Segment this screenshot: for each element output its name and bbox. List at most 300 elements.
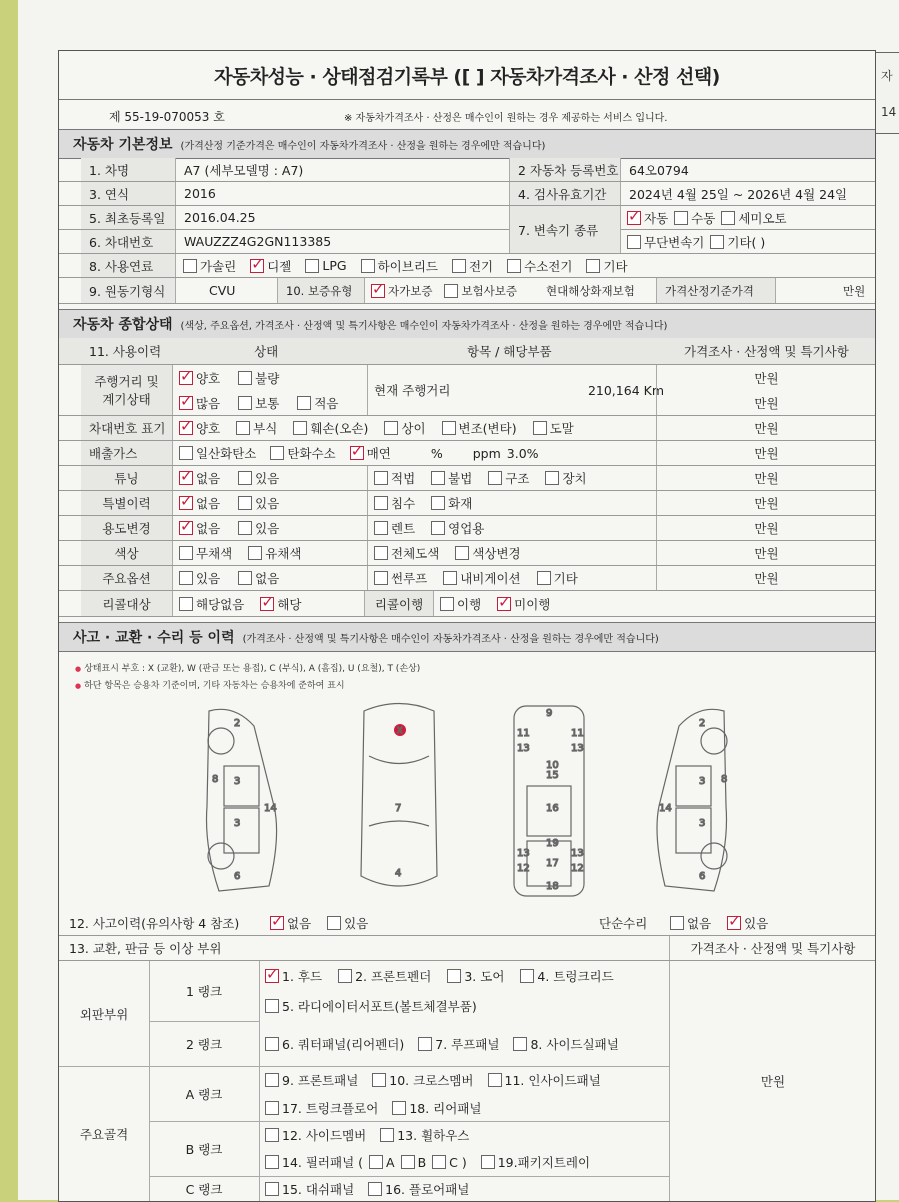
- radiator-support-label: 5. 라디에이터서포트(볼트체결부품): [282, 999, 477, 1014]
- fuel-hydrogen-label: 수소전기: [524, 258, 573, 274]
- warranty-company: 현대해상화재보험: [546, 283, 635, 298]
- options-none-label: 없음: [255, 571, 280, 586]
- row-special: [59, 491, 875, 516]
- trunk-lid-label: 4. 트렁크리드: [537, 969, 614, 984]
- rent-checkbox[interactable]: [374, 521, 388, 535]
- row-options: [59, 566, 875, 591]
- flood-label: 침수: [391, 496, 416, 511]
- door-label: 3. 도어: [464, 969, 505, 984]
- side-sill-label: 8. 사이드실패널: [530, 1036, 619, 1052]
- legend-line1: ● 상태표시 부호 : X (교환), W (판금 또는 용접), C (부식), A (흠집), U (요철), T (손상): [75, 661, 420, 674]
- ppm-unit: ppm: [472, 445, 501, 461]
- front-fender-label: 2. 프론트펜더: [355, 969, 432, 984]
- row-fuel: [59, 254, 875, 278]
- radiator-support-checkbox[interactable]: [265, 999, 279, 1013]
- exchange-label: 13. 교환, 판금 등 이상 부위: [69, 941, 222, 956]
- svg-text:13: 13: [517, 848, 530, 859]
- rankC-label: C 랭크: [149, 1176, 260, 1201]
- special-none-checkbox[interactable]: [179, 496, 193, 510]
- price-base-label: 가격산정기준가격: [656, 278, 776, 303]
- usage-none-label: 없음: [196, 521, 221, 536]
- rank1-label: 1 랭크: [149, 961, 260, 1022]
- won-unit: 만원: [754, 421, 779, 436]
- svg-text:3: 3: [699, 776, 706, 787]
- pillar-c-label: C ): [449, 1154, 467, 1170]
- trans-manual-checkbox[interactable]: [674, 211, 688, 225]
- car-name-label: 1. 차명: [81, 158, 176, 181]
- fuel-gasoline-checkbox[interactable]: [183, 259, 197, 273]
- svg-text:10: 10: [546, 760, 559, 771]
- mileage-value: 210,164 Km: [587, 382, 664, 398]
- side-sill-checkbox[interactable]: [513, 1037, 527, 1051]
- vin-altered-checkbox[interactable]: [442, 421, 456, 435]
- rank1-parts-row1: [259, 961, 614, 991]
- fuel-gasoline-label: 가솔린: [200, 258, 237, 274]
- cross-member-checkbox[interactable]: [372, 1073, 386, 1087]
- outer-panel-label: 외판부위: [59, 961, 150, 1067]
- row-first-reg: [59, 206, 875, 238]
- svg-text:11: 11: [571, 728, 584, 739]
- fuel-diesel-label: 디젤: [267, 258, 292, 274]
- vin-corrosion-checkbox[interactable]: [236, 421, 250, 435]
- rear-panel-checkbox[interactable]: [392, 1101, 406, 1115]
- options-price: [656, 566, 876, 590]
- rankA-parts-row1: [259, 1066, 601, 1094]
- trans-manual-label: 수동: [691, 210, 716, 226]
- trunk-lid-checkbox[interactable]: [520, 969, 534, 983]
- pillar-panel-checkbox[interactable]: [265, 1155, 279, 1169]
- status-header: [59, 309, 875, 339]
- recall-done-label: 리콜이행: [364, 591, 434, 616]
- next-page-number: 14: [881, 105, 897, 119]
- achromatic-checkbox[interactable]: [179, 546, 193, 560]
- svg-text:6: 6: [699, 871, 706, 882]
- svg-text:7: 7: [395, 803, 402, 814]
- vin-damage-checkbox[interactable]: [293, 421, 307, 435]
- smoke-checkbox[interactable]: [350, 446, 364, 460]
- rankA-parts-row2: [259, 1094, 669, 1122]
- mileage-normal-label: 보통: [255, 395, 280, 411]
- repair-none-label: 없음: [687, 916, 712, 931]
- vin-good-label: 양호: [196, 421, 221, 436]
- meter-bad-checkbox[interactable]: [238, 371, 252, 385]
- recall-applicable-label: 해당: [277, 596, 302, 612]
- usage-none-checkbox[interactable]: [179, 521, 193, 535]
- col-items: 항목 / 해당부품: [467, 344, 552, 359]
- usage-exists-label: 있음: [255, 521, 280, 536]
- special-exists-label: 있음: [255, 496, 280, 511]
- fire-checkbox[interactable]: [431, 496, 445, 510]
- inspect-label: 4. 검사유효기간: [509, 182, 621, 205]
- full-paint-label: 전체도색: [391, 546, 440, 561]
- trans-semi-checkbox[interactable]: [721, 211, 735, 225]
- special-none-label: 없음: [196, 496, 221, 511]
- package-tray-checkbox[interactable]: [481, 1155, 495, 1169]
- recall-not-done-text: 미이행: [514, 596, 551, 612]
- next-page-edge: [874, 52, 899, 134]
- accident-sub: (가격조사 · 산정액 및 특기사항은 매수인이 자동차가격조사 · 산정을 원하는 경우에만 적습니다): [242, 633, 659, 645]
- quarter-panel-label: 6. 쿼터패널(리어펜더): [282, 1036, 405, 1052]
- car-diagram: [59, 696, 875, 911]
- car-top-diagram: [361, 704, 437, 887]
- svg-text:13: 13: [571, 743, 584, 754]
- options-items: [367, 566, 657, 590]
- fuel-hybrid-checkbox[interactable]: [361, 259, 375, 273]
- dash-panel-label: 15. 대쉬패널: [282, 1181, 355, 1197]
- trans-cvt-checkbox[interactable]: [627, 235, 641, 249]
- inside-panel-label: 11. 인사이드패널: [504, 1073, 601, 1088]
- wheel-house-label: 13. 휠하우스: [397, 1127, 470, 1143]
- sunroof-label: 썬루프: [391, 571, 428, 586]
- svg-text:8: 8: [721, 774, 728, 785]
- simple-repair-options: [664, 911, 768, 935]
- fuel-etc-label: 기타: [603, 258, 628, 274]
- row-exchange-header: [59, 936, 875, 961]
- color-label: 색상: [81, 541, 173, 565]
- pillar-b-label: B: [417, 1154, 427, 1170]
- vin-mark-label: 차대번호 표기: [81, 416, 173, 440]
- won-unit: 만원: [754, 546, 779, 561]
- svg-text:13: 13: [571, 848, 584, 859]
- hc-checkbox[interactable]: [270, 446, 284, 460]
- side-member-label: 12. 사이드멤버: [282, 1127, 367, 1143]
- achromatic-label: 무채색: [196, 546, 233, 561]
- meter-bad-label: 불량: [255, 370, 280, 386]
- row-vin: [59, 230, 875, 254]
- accident-none-checkbox[interactable]: [270, 916, 284, 930]
- legal-checkbox[interactable]: [374, 471, 388, 485]
- sunroof-checkbox[interactable]: [374, 571, 388, 585]
- year-label: 3. 연식: [81, 182, 176, 205]
- service-note: ※ 자동차가격조사 · 산정은 매수인이 원하는 경우 제공하는 서비스 입니다.: [344, 113, 668, 124]
- special-options: [173, 491, 279, 515]
- fuel-electric-label: 전기: [468, 258, 494, 274]
- illegal-checkbox[interactable]: [431, 471, 445, 485]
- vin-diff-checkbox[interactable]: [384, 421, 398, 435]
- color-items: [367, 541, 657, 565]
- svg-text:12: 12: [571, 863, 584, 874]
- exchange-price-header: 가격조사 · 산정액 및 특기사항: [669, 936, 876, 960]
- fuel-options: [177, 254, 628, 277]
- svg-text:17: 17: [546, 858, 559, 869]
- warranty-label: 10. 보증유형: [277, 278, 365, 303]
- hood-checkbox[interactable]: [265, 969, 279, 983]
- first-reg-label: 5. 최초등록일: [81, 206, 176, 229]
- recall-done-checkbox[interactable]: [440, 597, 454, 611]
- row-emission: [59, 441, 875, 466]
- co-label: 일산화탄소: [196, 446, 257, 461]
- hc-label: 탄화수소: [287, 446, 336, 461]
- tuning-price: [656, 466, 876, 490]
- front-panel-checkbox[interactable]: [265, 1073, 279, 1087]
- repair-exists-label: 있음: [744, 916, 769, 931]
- door-checkbox[interactable]: [447, 969, 461, 983]
- col-usage-history: 11. 사용이력: [89, 344, 162, 359]
- exchange-price-cell: 만원: [669, 961, 876, 1201]
- row-vin-mark: [59, 416, 875, 441]
- won-unit: 만원: [754, 496, 779, 511]
- floor-panel-checkbox[interactable]: [368, 1182, 382, 1196]
- mileage-label-line2: 계기상태: [102, 392, 151, 407]
- won-unit: 만원: [754, 521, 779, 536]
- accident-exists-checkbox[interactable]: [327, 916, 341, 930]
- options-exists-checkbox[interactable]: [179, 571, 193, 585]
- mileage-price-1: [656, 365, 876, 390]
- warranty-ins-label: 보험사보증: [461, 283, 517, 298]
- vin-altered-label: 변조(변타): [458, 421, 517, 436]
- won-unit: 만원: [754, 571, 779, 586]
- svg-text:8: 8: [212, 774, 219, 785]
- svg-text:19: 19: [546, 838, 559, 849]
- usage-options: [173, 516, 279, 540]
- structure-checkbox[interactable]: [488, 471, 502, 485]
- row-car-name: [59, 158, 875, 182]
- pillar-panel-label: 14. 필러패널 (: [282, 1155, 364, 1170]
- vin-good-checkbox[interactable]: [179, 421, 193, 435]
- device-label: 장치: [562, 471, 587, 486]
- basic-info-title: 자동차 기본정보: [73, 137, 173, 153]
- repair-none-checkbox[interactable]: [670, 916, 684, 930]
- mileage-state-row2: [173, 390, 338, 415]
- recall-done-options: [434, 591, 550, 616]
- color-change-checkbox[interactable]: [455, 546, 469, 560]
- pillar-a-label: A: [386, 1154, 395, 1170]
- row-color: [59, 541, 875, 566]
- mileage-many-label: 많음: [196, 395, 221, 411]
- reg-no-label: 2 자동차 등록번호: [509, 158, 621, 181]
- roof-panel-label: 7. 루프패널: [435, 1036, 500, 1052]
- accident-history-options: [264, 911, 368, 935]
- svg-text:14: 14: [659, 803, 672, 814]
- trans-auto-checkbox[interactable]: [627, 211, 641, 225]
- front-fender-checkbox[interactable]: [338, 969, 352, 983]
- svg-text:3: 3: [234, 818, 241, 829]
- trans-row2: [621, 230, 765, 253]
- fuel-lpg-label: LPG: [322, 258, 347, 273]
- status-column-headers: [59, 338, 875, 365]
- emission-price: [656, 441, 876, 465]
- car-frame-diagram: [514, 706, 584, 896]
- usage-price: [656, 516, 876, 540]
- warranty-ins-checkbox[interactable]: [444, 284, 458, 298]
- accident-exists-label: 있음: [344, 916, 369, 931]
- car-right-side-diagram: [657, 709, 727, 891]
- svg-text:4: 4: [395, 868, 402, 879]
- meter-good-label: 양호: [196, 370, 221, 386]
- status-title: 자동차 종합상태: [73, 317, 173, 333]
- mileage-price-2: [656, 390, 876, 415]
- pillar-c-checkbox[interactable]: [432, 1155, 446, 1169]
- pillar-b-checkbox[interactable]: [401, 1155, 415, 1169]
- fire-label: 화재: [448, 496, 473, 511]
- dash-panel-checkbox[interactable]: [265, 1182, 279, 1196]
- inspect-value: 2024년 4월 25일 ~ 2026년 4월 24일: [629, 186, 848, 202]
- usage-exists-checkbox[interactable]: [238, 521, 252, 535]
- rankA-label: A 랭크: [149, 1066, 260, 1122]
- svg-text:2: 2: [234, 718, 241, 729]
- next-page-text: 자: [881, 69, 893, 83]
- recall-na-checkbox[interactable]: [179, 597, 193, 611]
- legal-label: 적법: [391, 471, 416, 486]
- accident-none-label: 없음: [287, 916, 312, 931]
- svg-text:6: 6: [234, 871, 241, 882]
- business-checkbox[interactable]: [431, 521, 445, 535]
- trans-row1: [621, 206, 787, 229]
- svg-text:11: 11: [517, 728, 530, 739]
- trunk-floor-checkbox[interactable]: [265, 1101, 279, 1115]
- fuel-etc-checkbox[interactable]: [586, 259, 600, 273]
- color-change-label: 색상변경: [472, 546, 521, 561]
- tuning-items: [367, 466, 657, 490]
- business-label: 영업용: [448, 521, 485, 536]
- vin-mark-options: [173, 416, 574, 440]
- color-options: [173, 541, 301, 565]
- col-state: 상태: [254, 344, 279, 359]
- options-none-checkbox[interactable]: [238, 571, 252, 585]
- recall-options: [173, 591, 301, 616]
- row-accident-history: [59, 911, 875, 936]
- vin-stolen-checkbox[interactable]: [533, 421, 547, 435]
- vin-stolen-label: 도말: [549, 421, 574, 436]
- first-reg-value: 2016.04.25: [184, 210, 256, 225]
- rankB-parts-row2: [259, 1148, 669, 1177]
- meter-good-checkbox[interactable]: [179, 371, 193, 385]
- row-year: [59, 182, 875, 206]
- special-items: [367, 491, 657, 515]
- car-name-value: A7 (세부모델명 : A7): [184, 162, 304, 178]
- vin-value: WAUZZZ4G2GN113385: [184, 234, 332, 249]
- pillar-a-checkbox[interactable]: [369, 1155, 383, 1169]
- mileage-few-label: 적음: [314, 395, 339, 411]
- basic-info-header: [59, 129, 875, 159]
- rear-panel-label: 18. 리어패널: [409, 1100, 482, 1116]
- legend-line2: ● 하단 항목은 승용차 기준이며, 기타 자동차는 승용차에 준하여 표시: [75, 678, 345, 691]
- recall-not-done-checkbox[interactable]: [497, 597, 511, 611]
- rank2-parts: [259, 1021, 669, 1067]
- svg-text:18: 18: [546, 881, 559, 892]
- row-tuning: [59, 466, 875, 491]
- vin-mark-price: [656, 416, 876, 440]
- fuel-diesel-checkbox[interactable]: [250, 259, 264, 273]
- rankC-parts: [259, 1176, 469, 1201]
- floor-panel-label: 16. 플로어패널: [385, 1181, 470, 1197]
- rent-label: 렌트: [391, 521, 416, 536]
- rankB-parts-row1: [259, 1121, 469, 1148]
- tuning-none-label: 없음: [196, 471, 221, 486]
- chromatic-checkbox[interactable]: [248, 546, 262, 560]
- device-checkbox[interactable]: [545, 471, 559, 485]
- trans-etc-checkbox[interactable]: [710, 235, 724, 249]
- package-tray-label: 19.패키지트레이: [497, 1155, 591, 1170]
- fuel-hydrogen-checkbox[interactable]: [507, 259, 521, 273]
- wheel-house-checkbox[interactable]: [380, 1128, 394, 1142]
- cross-member-label: 10. 크로스멤버: [389, 1073, 474, 1088]
- recall-na-label: 해당없음: [196, 596, 245, 612]
- fuel-lpg-checkbox[interactable]: [305, 259, 319, 273]
- flood-checkbox[interactable]: [374, 496, 388, 510]
- svg-text:16: 16: [546, 803, 559, 814]
- chromatic-label: 유채색: [265, 546, 302, 561]
- usage-items: [367, 516, 657, 540]
- trans-auto-label: 자동: [644, 210, 669, 226]
- navi-label: 내비게이션: [460, 571, 521, 586]
- mileage-normal-checkbox[interactable]: [238, 396, 252, 410]
- fuel-electric-checkbox[interactable]: [452, 259, 466, 273]
- row-usage-change: [59, 516, 875, 541]
- warranty-self-checkbox[interactable]: [371, 284, 385, 298]
- engine-value: CVU: [209, 283, 236, 298]
- opt-etc-checkbox[interactable]: [537, 571, 551, 585]
- fuel-hybrid-label: 하이브리드: [377, 258, 438, 274]
- row-recall: [59, 591, 875, 617]
- rank1-parts-row2: [259, 991, 477, 1021]
- emission-label: 배출가스: [81, 441, 173, 465]
- options-exists-label: 있음: [196, 571, 221, 586]
- vin-label: 6. 차대번호: [81, 230, 176, 253]
- tuning-none-checkbox[interactable]: [179, 471, 193, 485]
- recall-applicable-checkbox[interactable]: [260, 597, 274, 611]
- side-member-checkbox[interactable]: [265, 1128, 279, 1142]
- opt-etc-label: 기타: [553, 571, 578, 586]
- special-exists-checkbox[interactable]: [238, 496, 252, 510]
- row-mileage: [59, 365, 875, 416]
- trans-semi-label: 세미오토: [738, 210, 787, 226]
- rank2-label: 2 랭크: [149, 1021, 260, 1067]
- svg-text:3: 3: [699, 818, 706, 829]
- recall-label: 리콜대상: [81, 591, 173, 616]
- navi-checkbox[interactable]: [443, 571, 457, 585]
- status-sub: (색상, 주요옵션, 가격조사 · 산정액 및 특기사항은 매수인이 자동차가격조사 · 산정을 원하는 경우에만 적습니다): [180, 320, 668, 332]
- mileage-label-line1: 주행거리 및: [94, 374, 159, 389]
- row-engine: [59, 278, 875, 304]
- svg-text:14: 14: [264, 803, 277, 814]
- quarter-panel-checkbox[interactable]: [265, 1037, 279, 1051]
- frame-label: 주요골격: [59, 1066, 150, 1201]
- accident-history-label: 12. 사고이력(유의사항 4 참조): [69, 916, 240, 931]
- usage-label: 용도변경: [81, 516, 173, 540]
- exchange-table: [59, 961, 875, 1201]
- full-paint-checkbox[interactable]: [374, 546, 388, 560]
- color-price: [656, 541, 876, 565]
- co-checkbox[interactable]: [179, 446, 193, 460]
- fuel-label: 8. 사용연료: [81, 254, 176, 277]
- won-unit: 만원: [754, 395, 779, 411]
- illegal-label: 불법: [448, 471, 473, 486]
- tuning-options: [173, 466, 279, 490]
- hood-exchange-mark-x: X: [397, 726, 403, 735]
- repair-exists-checkbox[interactable]: [727, 916, 741, 930]
- recall-done-text: 이행: [457, 596, 482, 612]
- tuning-exists-checkbox[interactable]: [238, 471, 252, 485]
- inside-panel-checkbox[interactable]: [488, 1073, 502, 1087]
- tuning-label: 튜닝: [81, 466, 173, 490]
- simple-repair-label: 단순수리: [599, 916, 648, 931]
- svg-text:15: 15: [546, 770, 559, 781]
- roof-panel-checkbox[interactable]: [418, 1037, 432, 1051]
- vin-corrosion-label: 부식: [253, 421, 278, 436]
- warranty-self-label: 자가보증: [388, 283, 433, 298]
- percent-unit: %: [430, 445, 443, 461]
- front-panel-label: 9. 프론트패널: [282, 1073, 359, 1088]
- serial-number: 제 55-19-070053 호: [109, 110, 225, 124]
- svg-text:12: 12: [517, 863, 530, 874]
- smoke-label: 매연: [366, 446, 391, 461]
- structure-label: 구조: [505, 471, 530, 486]
- vin-diff-label: 상이: [401, 421, 426, 436]
- mileage-many-checkbox[interactable]: [179, 396, 193, 410]
- mileage-few-checkbox[interactable]: [297, 396, 311, 410]
- engine-label: 9. 원동기형식: [81, 278, 176, 303]
